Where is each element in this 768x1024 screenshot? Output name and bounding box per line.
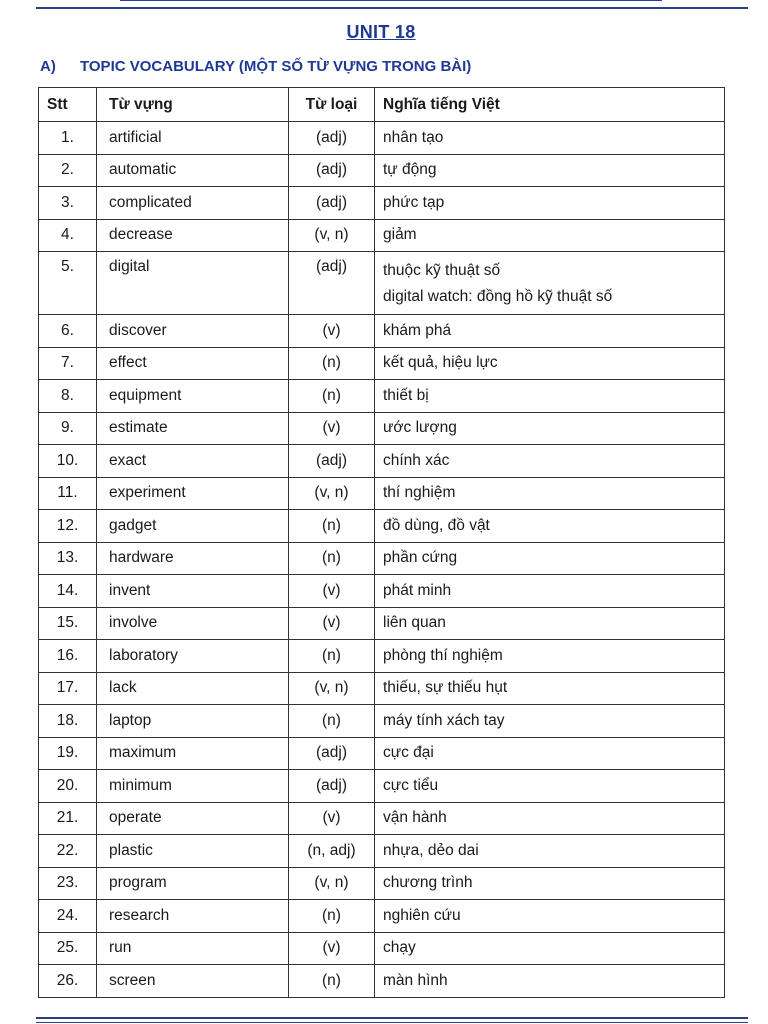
vocabulary-word: plastic <box>97 835 289 868</box>
table-row <box>39 187 725 220</box>
bottom-rule <box>36 1017 748 1019</box>
part-of-speech: (v) <box>289 575 375 608</box>
vocabulary-word: run <box>97 932 289 965</box>
vocabulary-word: laboratory <box>97 640 289 673</box>
vietnamese-meaning <box>375 802 725 835</box>
part-of-speech: (n) <box>289 640 375 673</box>
meaning-line: digital watch: đồng hồ kỹ thuật số <box>383 288 613 305</box>
table-row <box>39 737 725 770</box>
part-of-speech: (adj) <box>289 252 375 315</box>
row-number: 5. <box>39 252 97 315</box>
vocabulary-word: automatic <box>97 154 289 187</box>
meaning-line: phát minh <box>383 581 452 599</box>
meaning-line: phòng thí nghiệm <box>383 646 503 664</box>
row-number: 13. <box>39 542 97 575</box>
table-row <box>39 965 725 998</box>
part-of-speech: (v) <box>289 802 375 835</box>
row-number: 4. <box>39 219 97 252</box>
vocabulary-word: laptop <box>97 705 289 738</box>
header-part-of-speech: Từ loại <box>289 88 375 122</box>
part-of-speech: (v, n) <box>289 477 375 510</box>
table-row <box>39 575 725 608</box>
row-number: 9. <box>39 412 97 445</box>
table-row <box>39 770 725 803</box>
vocabulary-word: decrease <box>97 219 289 252</box>
table-row <box>39 510 725 543</box>
table-row <box>39 380 725 413</box>
table-row <box>39 932 725 965</box>
meaning-line: nhựa, dẻo dai <box>383 841 479 859</box>
meaning-line: chính xác <box>383 451 450 469</box>
vietnamese-meaning <box>375 380 725 413</box>
vocabulary-word: artificial <box>97 122 289 155</box>
meaning-line: đồ dùng, đồ vật <box>383 516 490 534</box>
meaning-line: thiếu, sự thiếu hụt <box>383 679 508 697</box>
top-thin-rule <box>120 0 662 1</box>
part-of-speech: (n) <box>289 705 375 738</box>
meaning-line: phức tạp <box>383 193 445 211</box>
vocabulary-word: operate <box>97 802 289 835</box>
bottom-thin-rule <box>36 1022 748 1023</box>
part-of-speech: (adj) <box>289 737 375 770</box>
part-of-speech: (v) <box>289 607 375 640</box>
row-number: 14. <box>39 575 97 608</box>
unit-title: UNIT 18 <box>346 22 416 42</box>
part-of-speech: (adj) <box>289 122 375 155</box>
section-heading <box>40 58 471 75</box>
row-number: 3. <box>39 187 97 220</box>
vietnamese-meaning <box>375 412 725 445</box>
table-row <box>39 640 725 673</box>
vocabulary-word: maximum <box>97 737 289 770</box>
vietnamese-meaning <box>375 737 725 770</box>
table-row <box>39 672 725 705</box>
table-row <box>39 122 725 155</box>
vietnamese-meaning <box>375 315 725 348</box>
meaning-line: máy tính xách tay <box>383 711 505 729</box>
vietnamese-meaning <box>375 705 725 738</box>
meaning-line: liên quan <box>383 614 446 632</box>
vietnamese-meaning <box>375 575 725 608</box>
table-row <box>39 154 725 187</box>
row-number: 19. <box>39 737 97 770</box>
vietnamese-meaning <box>375 607 725 640</box>
vietnamese-meaning <box>375 510 725 543</box>
vocabulary-table <box>38 87 725 998</box>
part-of-speech: (n) <box>289 965 375 998</box>
vocabulary-word: involve <box>97 607 289 640</box>
vocabulary-word: exact <box>97 445 289 478</box>
vietnamese-meaning <box>375 835 725 868</box>
vietnamese-meaning <box>375 542 725 575</box>
row-number: 8. <box>39 380 97 413</box>
row-number: 6. <box>39 315 97 348</box>
vietnamese-meaning <box>375 477 725 510</box>
vietnamese-meaning <box>375 867 725 900</box>
vietnamese-meaning <box>375 900 725 933</box>
vietnamese-meaning <box>375 640 725 673</box>
meaning-line: giảm <box>383 226 417 244</box>
part-of-speech: (v, n) <box>289 867 375 900</box>
meaning-line: tự động <box>383 161 437 179</box>
vocabulary-word: gadget <box>97 510 289 543</box>
meaning-line: vận hành <box>383 809 447 827</box>
row-number: 17. <box>39 672 97 705</box>
part-of-speech: (adj) <box>289 154 375 187</box>
vietnamese-meaning <box>375 347 725 380</box>
table-body <box>39 122 725 998</box>
meaning-line: cực đại <box>383 744 434 762</box>
vietnamese-meaning <box>375 932 725 965</box>
vocabulary-word: hardware <box>97 542 289 575</box>
header-word: Từ vựng <box>97 88 289 122</box>
vietnamese-meaning <box>375 770 725 803</box>
meaning-line: khám phá <box>383 321 452 339</box>
table-row <box>39 802 725 835</box>
part-of-speech: (n) <box>289 347 375 380</box>
table-row <box>39 607 725 640</box>
row-number: 11. <box>39 477 97 510</box>
table-row <box>39 900 725 933</box>
table-row <box>39 867 725 900</box>
part-of-speech: (v, n) <box>289 672 375 705</box>
row-number: 7. <box>39 347 97 380</box>
row-number: 1. <box>39 122 97 155</box>
table-row <box>39 835 725 868</box>
table-row <box>39 315 725 348</box>
vocabulary-word: minimum <box>97 770 289 803</box>
vocabulary-word: invent <box>97 575 289 608</box>
table-row <box>39 445 725 478</box>
meaning-line: chạy <box>383 939 416 957</box>
row-number: 25. <box>39 932 97 965</box>
part-of-speech: (n, adj) <box>289 835 375 868</box>
vietnamese-meaning <box>375 445 725 478</box>
row-number: 21. <box>39 802 97 835</box>
meaning-line: thí nghiệm <box>383 484 456 502</box>
meaning-line: màn hình <box>383 971 448 989</box>
row-number: 22. <box>39 835 97 868</box>
meaning-line: thuộc kỹ thuật số <box>383 262 501 279</box>
vietnamese-meaning <box>375 672 725 705</box>
table-row <box>39 412 725 445</box>
row-number: 18. <box>39 705 97 738</box>
vocabulary-word: complicated <box>97 187 289 220</box>
meaning-line: cực tiểu <box>383 776 439 794</box>
table-row <box>39 477 725 510</box>
meaning-line: ước lượng <box>383 419 457 437</box>
vietnamese-meaning <box>375 219 725 252</box>
section-letter: A) <box>40 58 56 75</box>
row-number: 23. <box>39 867 97 900</box>
meaning-line: nghiên cứu <box>383 906 461 924</box>
row-number: 26. <box>39 965 97 998</box>
vocabulary-word: experiment <box>97 477 289 510</box>
table-row <box>39 252 725 315</box>
table-row <box>39 705 725 738</box>
vocabulary-word: equipment <box>97 380 289 413</box>
row-number: 16. <box>39 640 97 673</box>
row-number: 2. <box>39 154 97 187</box>
part-of-speech: (v) <box>289 412 375 445</box>
row-number: 15. <box>39 607 97 640</box>
top-rule <box>36 7 748 9</box>
part-of-speech: (v, n) <box>289 219 375 252</box>
table-row <box>39 219 725 252</box>
part-of-speech: (adj) <box>289 187 375 220</box>
part-of-speech: (n) <box>289 542 375 575</box>
vietnamese-meaning <box>375 965 725 998</box>
part-of-speech: (n) <box>289 380 375 413</box>
table-header-row <box>39 88 725 122</box>
vocabulary-word: digital <box>97 252 289 315</box>
table-row <box>39 542 725 575</box>
vietnamese-meaning <box>375 122 725 155</box>
vietnamese-meaning <box>375 187 725 220</box>
row-number: 20. <box>39 770 97 803</box>
meaning-line: phần cứng <box>383 549 458 567</box>
row-number: 24. <box>39 900 97 933</box>
header-stt: Stt <box>39 88 97 122</box>
section-title: TOPIC VOCABULARY (MỘT SỐ TỪ VỰNG TRONG BÀI) <box>80 58 472 75</box>
vocabulary-word: lack <box>97 672 289 705</box>
meaning-line: thiết bị <box>383 386 429 404</box>
part-of-speech: (adj) <box>289 445 375 478</box>
vocabulary-word: estimate <box>97 412 289 445</box>
row-number: 10. <box>39 445 97 478</box>
vietnamese-meaning <box>375 154 725 187</box>
part-of-speech: (v) <box>289 315 375 348</box>
vocabulary-word: program <box>97 867 289 900</box>
header-meaning: Nghĩa tiếng Việt <box>375 88 725 122</box>
vocabulary-word: discover <box>97 315 289 348</box>
part-of-speech: (v) <box>289 932 375 965</box>
table-row <box>39 347 725 380</box>
meaning-line: chương trình <box>383 874 473 892</box>
part-of-speech: (n) <box>289 900 375 933</box>
part-of-speech: (n) <box>289 510 375 543</box>
part-of-speech: (adj) <box>289 770 375 803</box>
vocabulary-word: research <box>97 900 289 933</box>
meaning-line: nhân tạo <box>383 128 444 146</box>
vietnamese-meaning <box>375 252 725 315</box>
row-number: 12. <box>39 510 97 543</box>
vocabulary-word: effect <box>97 347 289 380</box>
vocabulary-word: screen <box>97 965 289 998</box>
meaning-line: kết quả, hiệu lực <box>383 354 498 372</box>
